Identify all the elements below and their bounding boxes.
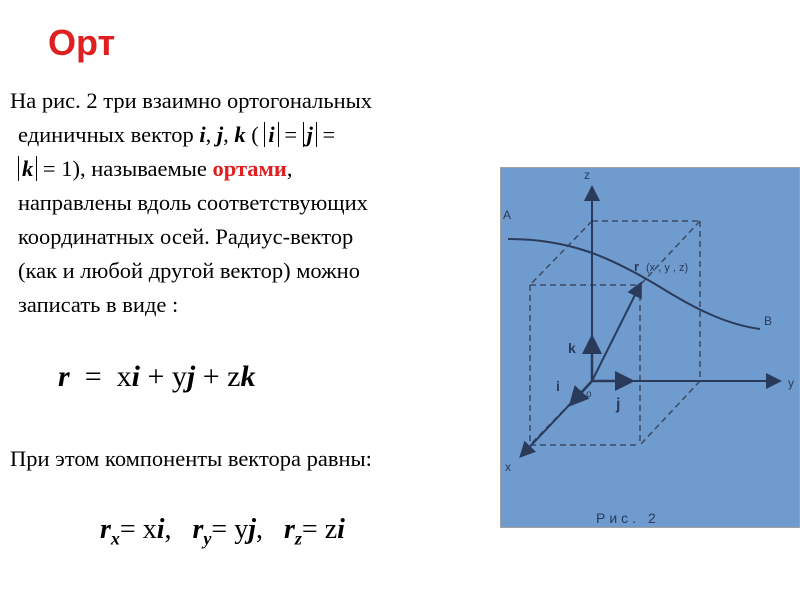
label-i: i [556,378,560,394]
label-B: B [764,314,773,328]
figure-background [500,167,800,528]
equals: = [119,514,136,545]
label-A: A [503,208,512,222]
para-text: ), называемые [72,156,207,181]
r-x [100,514,120,549]
label-r-coords: (x , y , z) [646,262,689,274]
symbol-k: k [240,360,256,393]
slide-title: Орт [48,22,116,63]
comp-i: i [337,514,345,545]
abs-j [303,122,317,147]
vector-k: k [234,122,246,147]
equals-one: = 1 [42,156,73,181]
r-y [192,514,212,549]
para-text: , [286,156,293,181]
radius-vector-formula [58,360,255,394]
orts-term: ортами [212,156,287,181]
comp-i: i [156,514,165,545]
open-paren: ( [251,122,259,147]
separator: , [255,514,263,545]
sub-y: y [203,528,212,549]
comma: , [205,122,212,147]
r-letter: r [192,514,204,545]
coef-z: z [227,360,241,393]
comp-x: x [142,514,157,545]
r-z [283,514,302,549]
coef-x: x [116,360,132,393]
para-line-2 [10,118,490,152]
symbol-j: j [186,360,196,393]
description-paragraph [10,84,490,322]
label-r: r [634,259,640,274]
sub-z: z [294,528,302,549]
comp-z: z [324,514,338,545]
para-text: единичных вектор [18,122,194,147]
plus: + [202,360,220,393]
sub-x: x [110,528,120,549]
abs-k-letter: k [22,156,34,181]
vector-i: i [199,122,206,147]
label-y: y [788,376,794,390]
para-line-4: направлены вдоль соответствующих [18,190,368,215]
abs-i-letter: i [268,122,275,147]
equals: = [211,514,228,545]
abs-j-letter: j [306,122,313,147]
figure-caption: Рис. 2 [596,510,660,526]
equals: = [84,360,102,393]
r-letter: r [100,514,111,545]
para-line-5: координатных осей. Радиус-вектор [18,224,354,249]
figure-coordinate-system [500,167,800,528]
comp-j: j [248,514,256,545]
para-line-7: записать в виде : [18,292,179,317]
separator: , [164,514,172,545]
label-x: x [505,460,511,474]
para-line-1: На рис. 2 три взаимно ортогональных [10,88,373,113]
plus: + [147,360,165,393]
r-letter: r [283,514,295,545]
comp-y: y [234,514,249,545]
para-line-6: (как и любой другой вектор) можно [18,258,360,283]
label-z: z [584,168,590,182]
equals: = [322,122,336,147]
equals: = [284,122,298,147]
equals: = [301,514,318,545]
label-origin: o [586,389,592,400]
coef-y: y [171,360,187,393]
symbol-r: r [58,360,70,393]
components-intro: При этом компоненты вектора равны: [10,446,372,471]
abs-i [264,122,278,147]
label-k: k [568,340,576,356]
label-j: j [616,396,621,413]
symbol-i: i [131,360,140,393]
abs-k [18,156,37,181]
para-line-3 [10,152,490,186]
vector-j: j [216,122,224,147]
components-formula [100,514,345,550]
comma: , [223,122,229,147]
